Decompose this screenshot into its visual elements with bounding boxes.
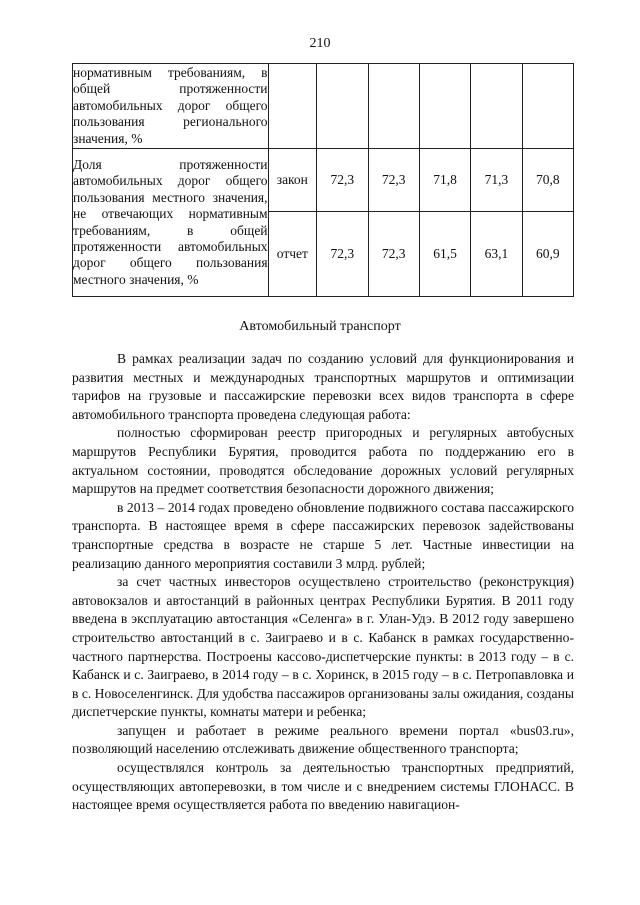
paragraph: осуществлялся контроль за деятельностью транспортных предприятий, осуществляющих автоперевозки, в том числе и с внедрением системы ГЛОНАСС. В настоящее время осуществляется работа по введению навигацион- [72,760,574,813]
paragraph: полностью сформирован реестр пригородных и регулярных автобусных маршрутов Республики Бурятия, проводится работа по поддержанию его в актуальном состоянии, проводятся обследование дорожных условий регулярных маршрутов на предмет соответствия безопасности дорожного движения; [72,425,574,497]
indicator-cell [73,64,269,149]
indicator-text: нормативным требованиям, в общей протяженности автомобильных дорог общего пользования регионального значения, % [73,64,268,146]
value-cell [471,64,522,149]
section-heading: Автомобильный транспорт [239,319,401,334]
value-cell: 70,8 [522,149,573,212]
indicator-text: Доля протяженности автомобильных дорог общего пользования местного значения, не отвечающих нормативным требованиям, в общей протяженности автомобильных дорог общего пользования местного значения, % [73,156,268,287]
value-cell: 72,3 [368,149,419,212]
value-cell: 71,3 [471,149,522,212]
value-cell: 71,8 [419,149,470,212]
type-cell: закон [268,149,317,212]
value-cell [368,64,419,149]
type-cell [268,64,317,149]
value-cell: 63,1 [471,212,522,297]
paragraph: в 2013 – 2014 годах проведено обновление подвижного состава пассажирского транспорта. В настоящее время в сфере пассажирских перевозок задействованы транспортные средства в возрасте не старше 5 лет. Частные инвестиции на реализацию данного мероприятия составили 3 млрд. рублей; [72,499,574,571]
value-cell: 60,9 [522,212,573,297]
paragraph: за счет частных инвесторов осуществлено строительство (реконструкция) автовокзалов и автостанций в районных центрах Республики Бурятия. В 2011 году введена в эксплуатацию автостанция «Селенга» в г. Улан-Удэ. В 2012 году завершено строительство автостанций в с. Заиграево и в с. Кабанск в рамках государственно-частного партнерства. Построены кассово-диспетчерские пункты: в 2013 году – в с. Кабанск и с. Заиграево, в 2014 году – в с. Хоринск, в 2015 году – в с. Петропавловка и в с. Новоселенгинск. Для удобства пассажиров организованы залы ожидания, созданы диспетчерские пункты, комнаты матери и ребенка; [72,574,574,720]
value-cell: 72,3 [317,149,368,212]
indicator-table [72,63,574,297]
value-cell [522,64,573,149]
value-cell [419,64,470,149]
value-cell: 61,5 [419,212,470,297]
type-cell: отчет [268,212,317,297]
paragraph: В рамках реализации задач по созданию условий для функционирования и развития местных и международных транспортных маршрутов и оптимизации тарифов на грузовые и пассажирские перевозки всех видов транспорта в сфере автомобильного транспорта проведена следующая работа: [72,351,574,422]
body-text [72,350,574,815]
paragraph: запущен и работает в режиме реального времени портал «bus03.ru», позволяющий населению отслеживать движение общественного транспорта; [72,722,574,757]
value-cell [317,64,368,149]
page-number: 210 [309,36,331,51]
value-cell: 72,3 [368,212,419,297]
value-cell: 72,3 [317,212,368,297]
indicator-cell [73,149,269,297]
table-row [73,149,574,212]
table-row [73,64,574,149]
